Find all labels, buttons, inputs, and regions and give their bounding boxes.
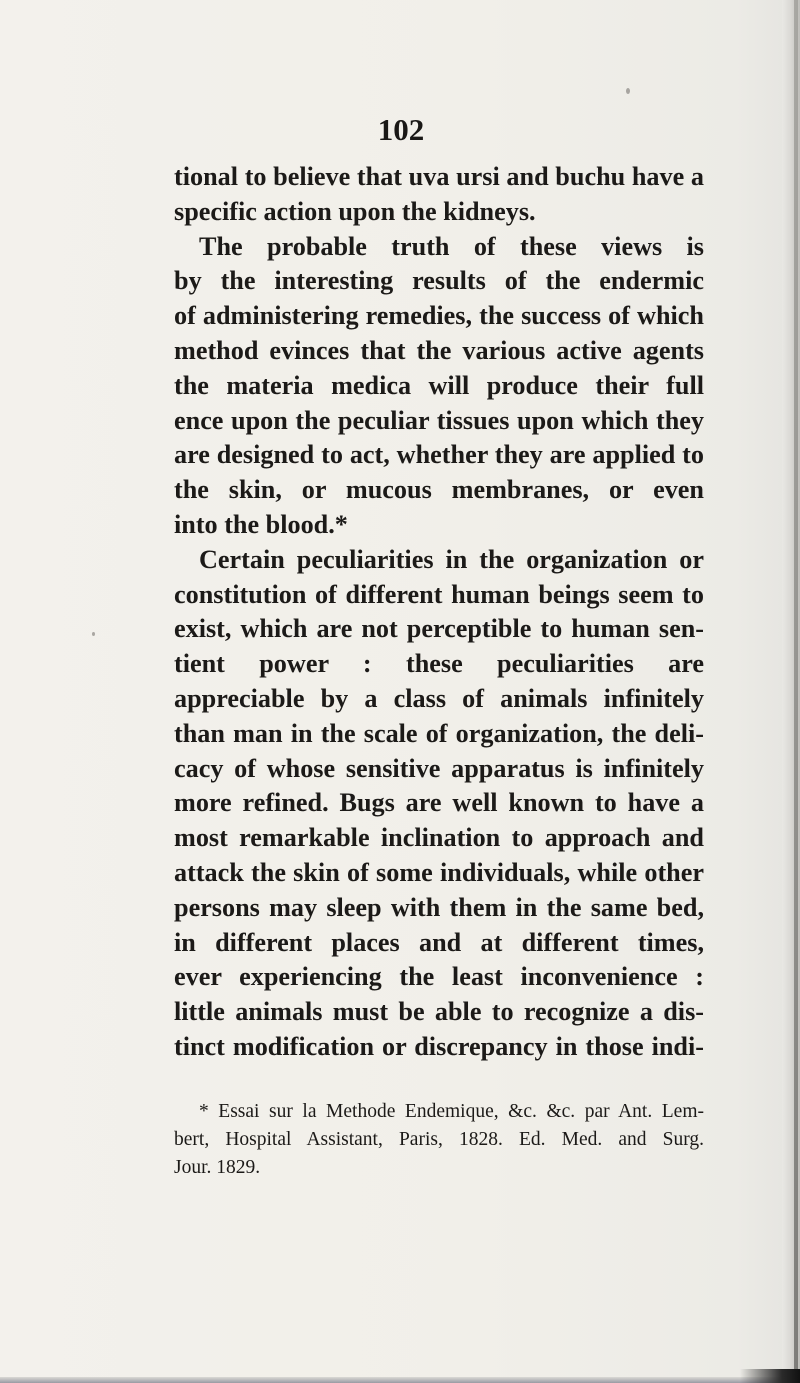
text-line: specific action upon the kidneys. [174,196,536,226]
text-line: of administering remedies, the success of which [174,301,704,331]
text-line: Certain peculiarities in the organization or [199,544,704,574]
binding-shadow [794,0,798,1383]
text-line: by the interesting results of the endermic [174,266,704,296]
text-line: tinct modification or discrepancy in those indi- [174,1031,704,1061]
text-line: into the blood.* [174,509,348,539]
text-line: persons may sleep with them in the same bed, [174,892,704,922]
text-line: the materia medica will produce their full [174,370,704,400]
text-line: attack the skin of some individuals, while other [174,857,704,887]
footnote [174,1098,704,1181]
text-line: constitution of different human beings seem to [174,579,704,609]
text-line: ever experiencing the least inconvenience : [174,962,704,992]
text-line: in different places and at different times, [174,927,704,957]
page-corner-shadow [740,1369,800,1383]
text-line: are designed to act, whether they are applied to [174,440,704,470]
footnote-line: bert, Hospital Assistant, Paris, 1828. Ed. Med. and Surg. [174,1128,704,1150]
footnote-line: Jour. 1829. [174,1156,261,1178]
body-text [174,160,704,1065]
text-line: appreciable by a class of animals infinitely [174,683,704,713]
text-line: most remarkable inclination to approach and [174,823,704,853]
text-line: The probable truth of these views is [199,231,704,261]
text-line: method evinces that the various active agents [174,335,704,365]
text-line: little animals must be able to recognize a dis- [174,997,704,1027]
text-line: the skin, or mucous membranes, or even [174,475,704,505]
page-bottom-edge [0,1377,800,1383]
text-line: than man in the scale of organization, the deli- [174,718,704,748]
text-line: cacy of whose sensitive apparatus is infinitely [174,753,704,783]
text-line: tional to believe that uva ursi and buchu have a [174,162,704,191]
text-line: tient power : these peculiarities are [174,649,704,679]
text-line: exist, which are not perceptible to human sen- [174,614,704,644]
paper-speck [92,632,95,636]
text-line: ence upon the peculiar tissues upon which they [174,405,704,435]
text-line: more refined. Bugs are well known to have a [174,788,704,818]
page-number: 102 [377,112,425,147]
footnote-line: * Essai sur la Methode Endemique, &c. &c. par Ant. Lem- [199,1101,704,1122]
paper-speck [626,88,630,94]
